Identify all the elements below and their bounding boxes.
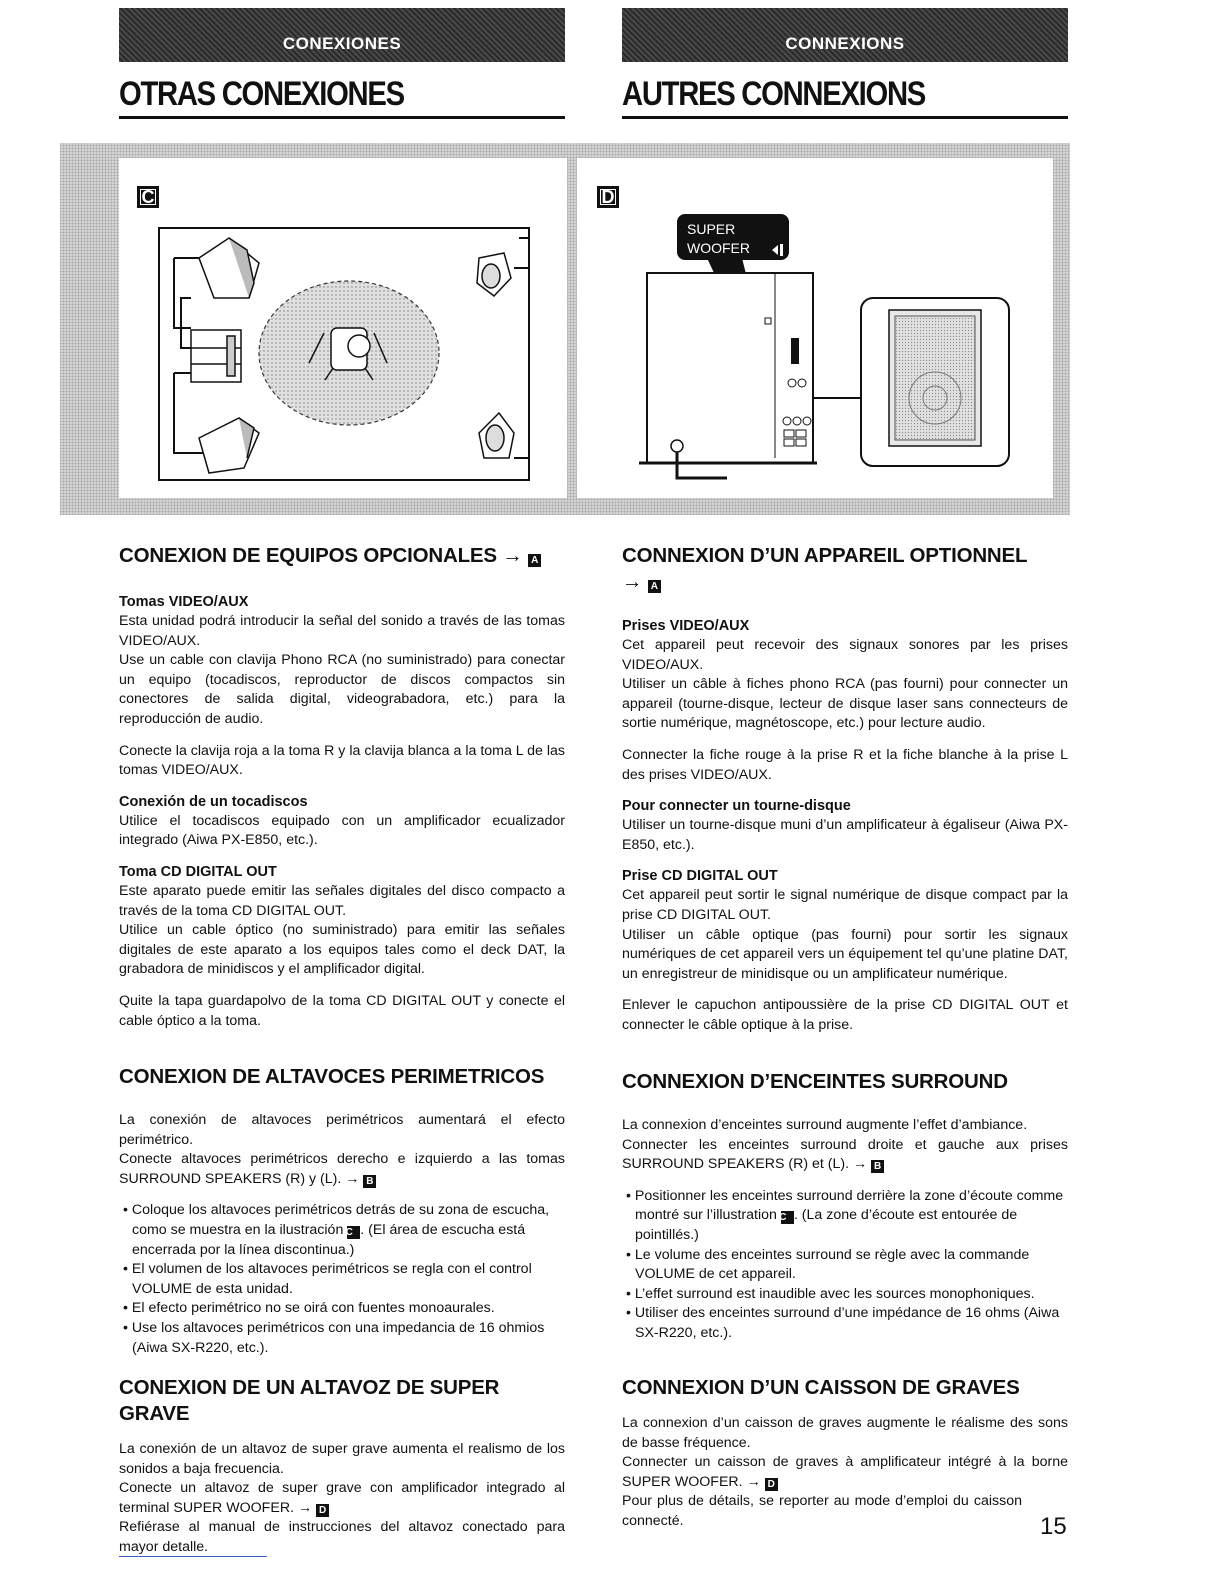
paragraph: Enlever le capuchon antipoussière de la prise CD DIGITAL OUT et connecter le câble optique à la prise. [622, 997, 1068, 1033]
page-title: OTRAS CONEXIONES [119, 75, 404, 113]
paragraph: Conecte la clavija roja a la toma R y la clavija blanca a la toma L de las tomas VIDEO/AUX. [119, 742, 565, 779]
heading-optional-equipment: CONNEXION D’UN APPAREIL OPTIONNEL → A [622, 544, 1028, 593]
french-surround-section [622, 1116, 1068, 1344]
paragraph: Utilice el tocadiscos equipado con un amplificador ecualizador integrado (Aiwa PX-E850, etc.). [119, 812, 565, 849]
spanish-surround-section [119, 1111, 565, 1358]
spanish-subwoofer-section [119, 1440, 565, 1558]
paragraph: Connecter les enceintes surround droite et gauche aux prises SURROUND SPEAKERS (R) et (L). → B [622, 1136, 1068, 1173]
list-item: • L’effet surround est inaudible avec les sources monophoniques. [626, 1285, 1035, 1302]
title-underline [119, 116, 565, 119]
arrow-icon: → [622, 570, 643, 593]
paragraph: Utilice un cable óptico (no suministrado) para emitir las señales digitales de este aparato a los equipos tales como el deck DAT, la grabadora de minidiscos y el amplificador digital. [119, 922, 565, 978]
figure-ref-b: B [363, 1175, 376, 1188]
subheading-videoaux: Tomas VIDEO/AUX [119, 594, 249, 610]
paragraph: La conexión de altavoces perimétricos aumentará el efecto perimétrico. [119, 1112, 565, 1148]
arrow-icon: → [345, 1170, 360, 1187]
figure-ref-d: D [316, 1504, 329, 1517]
paragraph: Quite la tapa guardapolvo de la toma CD DIGITAL OUT y conecte el cable óptico a la toma. [119, 992, 565, 1029]
paragraph: Refiérase al manual de instrucciones del altavoz conectado para mayor detalle. [119, 1519, 565, 1555]
figure-ref-a: A [528, 554, 541, 567]
list-item: • El volumen de los altavoces perimétricos se regla con el control VOLUME de esta unidad. [123, 1261, 532, 1297]
section-header-bar: CONNEXIONS [622, 8, 1068, 62]
paragraph: La connexion d’enceintes surround augmente l’effet d’ambiance. [622, 1117, 1028, 1133]
paragraph: Esta unidad podrá introducir la señal del sonido a través de las tomas VIDEO/AUX. [119, 613, 565, 649]
list-item: • Coloque los altavoces perimétricos detrás de su zona de escucha, como se muestra en la ilustración C . (El área de escucha está encerrada por la línea discontinua.) [123, 1202, 550, 1258]
paragraph: Conecte altavoces perimétricos derecho e izquierdo a las tomas SURROUND SPEAKERS (R) y (L). → B [119, 1151, 565, 1187]
paragraph: Connecter la fiche rouge à la prise R et la fiche blanche à la prise L des prises VIDEO/AUX. [622, 746, 1068, 783]
arrow-icon: → [853, 1156, 868, 1173]
list-item: • Use los altavoces perimétricos con una impedancia de 16 ohmios (Aiwa SX-R220, etc.). [123, 1319, 545, 1356]
figure-ref-b: B [871, 1160, 884, 1173]
subheading-turntable: Conexión de un tocadiscos [119, 793, 308, 810]
spanish-optional-section [119, 593, 565, 1031]
list-item: • Positionner les enceintes surround derrière la zone d’écoute comme montré sur l’illustration C . (La zone d’écoute est entourée de pointillés.) [626, 1187, 1064, 1243]
list-item: • Utiliser des enceintes surround d’une impédance de 16 ohms (Aiwa SX-R220, etc.). [626, 1305, 1060, 1341]
heading-subwoofer: CONNEXION D’UN CAISSON DE GRAVES [622, 1376, 1020, 1399]
list-item: • Le volume des enceintes surround se règle avec la commande VOLUME de cet appareil. [626, 1246, 1030, 1283]
page-title: AUTRES CONNEXIONS [622, 75, 926, 113]
subheading-cd-digital-out: Prise CD DIGITAL OUT [622, 868, 778, 885]
heading-surround: CONNEXION D’ENCEINTES SURROUND [622, 1070, 1008, 1093]
figure-label-c: C [137, 186, 159, 208]
paragraph: Utiliser un câble optique (pas fourni) pour sortir les signaux numériques de cet appareil vers un équipement tel qu’une platine DAT, un enregistreur de minidisque ou un amplificateur numérique. [622, 926, 1068, 982]
page-number: 15 [1040, 1513, 1067, 1540]
section-header-bar: CONEXIONES [119, 8, 565, 62]
figure-d-subwoofer [577, 158, 1053, 498]
french-subwoofer-section [622, 1414, 1068, 1532]
paragraph: Connecter un caisson de graves à amplificateur intégré à la borne SUPER WOOFER. → D [622, 1454, 1068, 1490]
footer-underline [119, 1556, 267, 1557]
callout-text-2: WOOFER [687, 240, 750, 256]
callout-text-1: SUPER [687, 221, 736, 237]
list-item: • El efecto perimétrico no se oirá con fuentes monoaurales. [123, 1300, 495, 1317]
title-underline [622, 116, 1068, 119]
paragraph: Utiliser un tourne-disque muni d’un amplificateur à égaliseur (Aiwa PX-E850, etc.). [622, 817, 1068, 853]
paragraph: Conecte un altavoz de super grave con amplificador integrado al terminal SUPER WOOFER. → D [119, 1480, 565, 1516]
subheading-videoaux: Prises VIDEO/AUX [622, 618, 750, 634]
paragraph: Utiliser un câble à fiches phono RCA (pas fourni) pour connecter un appareil (tourne-disque, lecteur de disque laser sans connecteurs de sortie numérique, magnétoscope, etc.) pour lecture audio. [622, 676, 1068, 732]
arrow-icon: → [502, 544, 523, 567]
figure-c-surround-layout [119, 158, 567, 498]
paragraph: Cet appareil peut sortir le signal numérique de disque compact par la prise CD DIGITAL OUT. [622, 887, 1068, 923]
arrow-icon: → [746, 1473, 761, 1490]
figure-ref-a: A [648, 580, 661, 593]
heading-surround: CONEXION DE ALTAVOCES PERIMETRICOS [119, 1065, 545, 1088]
heading-subwoofer: CONEXION DE UN ALTAVOZ DE SUPER GRAVE [119, 1376, 500, 1425]
paragraph: Este aparato puede emitir las señales digitales del disco compacto a través de la toma CD DIGITAL OUT. [119, 882, 565, 919]
paragraph: Cet appareil peut recevoir des signaux sonores par les prises VIDEO/AUX. [622, 637, 1068, 673]
figure-ref-c: C [781, 1211, 794, 1224]
paragraph: Pour plus de détails, se reporter au mode d’emploi du caisson connecté. [622, 1493, 1022, 1529]
figure-label-d: D [597, 186, 619, 208]
paragraph: La conexión de un altavoz de super grave aumenta el realismo de los sonidos a baja frecuencia. [119, 1441, 565, 1477]
french-optional-section [622, 617, 1068, 1036]
surround-speakers-diagram [119, 158, 567, 498]
arrow-icon: → [297, 1499, 313, 1516]
subwoofer-connection-diagram [577, 158, 1053, 498]
paragraph: Use un cable con clavija Phono RCA (no suministrado) para conectar un equipo (tocadiscos, reproductor de discos compactos sin conectores de salida digital, videograbadora, etc.) para la reproducción de audio. [119, 652, 565, 727]
paragraph: La connexion d’un caisson de graves augmente le réalisme des sons de basse fréquence. [622, 1415, 1068, 1451]
subheading-turntable: Pour connecter un tourne-disque [622, 798, 851, 815]
heading-optional-equipment: CONEXION DE EQUIPOS OPCIONALES → A [119, 543, 565, 569]
figure-ref-d: D [765, 1478, 778, 1491]
subheading-cd-digital-out: Toma CD DIGITAL OUT [119, 863, 277, 880]
figure-ref-c: C [347, 1226, 360, 1239]
